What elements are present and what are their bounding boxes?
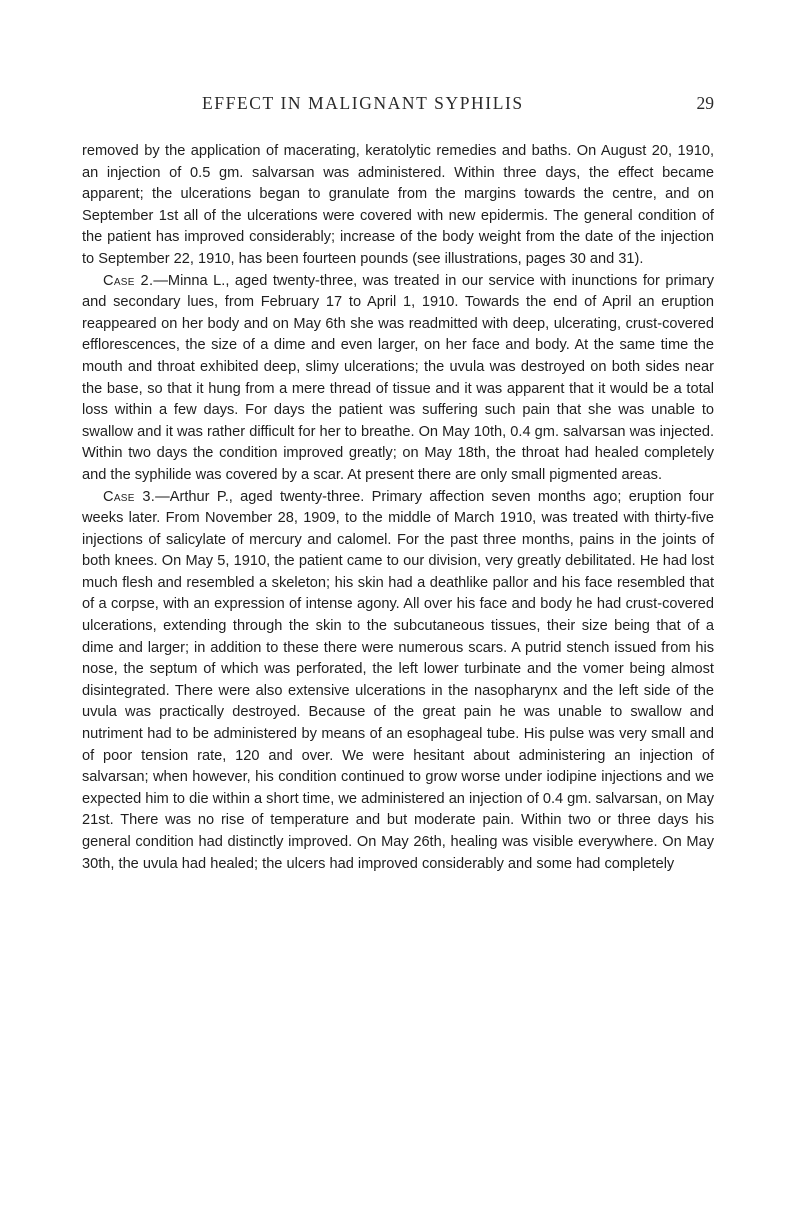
body-text <box>82 141 714 875</box>
paragraph-case-3 <box>82 487 714 876</box>
paragraph-text: —Minna L., aged twenty-three, was treated in our service with inunctions for primary and secondary lues, from February 17 to April 1, 1910. Towards the end of April an eruption reappeared on her body and on May 6th she was readmitted with deep, ulcerating, crust-covered efflorescences, the size of a dime and even larger, on her face and body. At the same time the mouth and throat exhibited deep, slimy ulcerations; the uvula was destroyed on both sides near the base, so that it hung from a mere thread of tissue and it was apparent that it would be a total loss within a few days. For days the patient was suffering such pain that she was unable to swallow and it was rather difficult for her to breathe. On May 10th, 0.4 gm. salvarsan was injected. Within two days the condition improved greatly; on May 18th, the throat had healed completely and the syphilide was covered by a scar. At present there are only small pigmented areas. <box>82 272 714 483</box>
paragraph-text: —Arthur P., aged twenty-three. Primary affection seven months ago; eruption four weeks later. From November 28, 1909, to the middle of March 1910, was treated with thirty-five injections of salicylate of mercury and calomel. For the past three months, pains in the joints of both knees. On May 5, 1910, the patient came to our division, very greatly debilitated. He had lost much flesh and resembled a skeleton; his skin had a deathlike pallor and his face resembled that of a corpse, with an expression of intense agony. All over his face and body he had crust-covered ulcerations, extending through the skin to the subcutaneous tissues, their size being that of a dime and larger; in addition to these there were numerous scars. A putrid stench issued from his nose, the septum of which was perforated, the left lower turbinate and the vomer being almost disintegrated. There were also extensive ulcerations in the nasopharynx and the left side of the uvula was practically destroyed. Because of the great pain he was unable to swallow and nutriment had to be administered by means of an esophageal tube. His pulse was very small and of poor tension rate, 120 and over. We were hesitant about administering an injection of salvarsan; when however, his condition continued to grow worse under iodipine injections and we expected him to die within a short time, we administered an injection of 0.4 gm. salvarsan, on May 21st. There was no rise of temperature and but moderate pain. Within two or three days his general condition had distinctly improved. On May 26th, healing was visible everywhere. On May 30th, the uvula had healed; the ulcers had improved considerably and some had completely <box>82 488 714 872</box>
paragraph-case-2 <box>82 271 714 487</box>
page-number: 29 <box>696 93 714 113</box>
running-head <box>82 93 714 117</box>
case-label: Case 3. <box>103 488 156 505</box>
paragraph-text: removed by the application of macerating, keratolytic remedies and baths. On August 20, 1910, an injection of 0.5 gm. salvarsan was administered. Within three days, the effect became apparent; the ulcerations began to granulate from the margins towards the centre, and on September 1st all of the ulcerations were covered with new epidermis. The general condition of the patient has improved considerably; increase of the body weight from the date of the injection to September 22, 1910, has been fourteen pounds (see illustrations, pages 30 and 31). <box>82 143 714 267</box>
case-label: Case 2. <box>103 272 154 289</box>
paragraph-continuation <box>82 141 714 271</box>
running-title: EFFECT IN MALIGNANT SYPHILIS <box>202 93 524 113</box>
